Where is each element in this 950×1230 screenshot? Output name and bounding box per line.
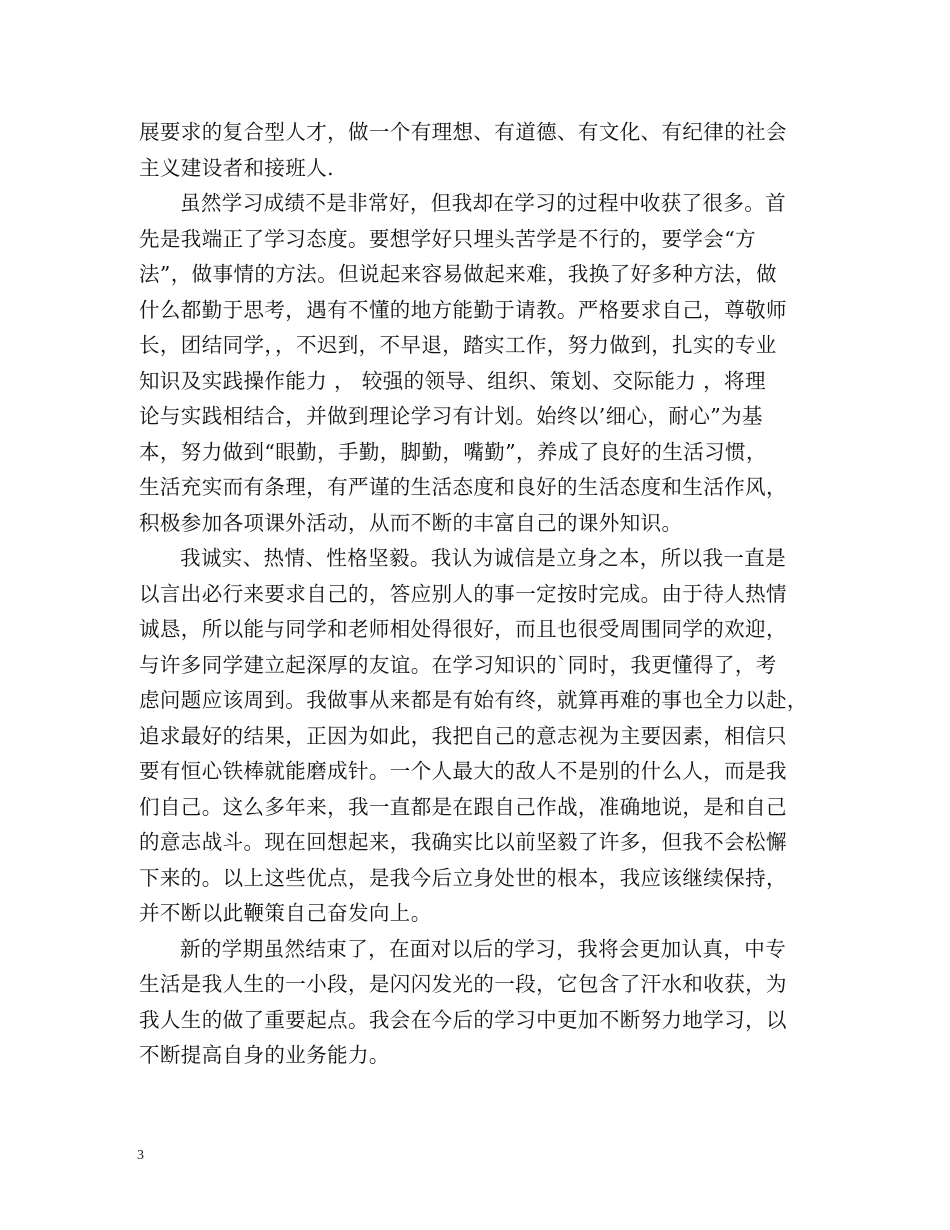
text-line: 什么都勤于思考，遇有不懂的地方能勤于请教。严格要求自己，尊敬师 — [139, 297, 787, 322]
text-line: 主义建设者和接班人. — [139, 155, 335, 180]
text-line: 先是我端正了学习态度。要想学好只埋头苦学是不行的，要学会“方 — [139, 226, 756, 251]
text-line: 新的学期虽然结束了，在面对以后的学习，我将会更加认真，中专 — [180, 936, 787, 961]
text-line: 以言出必行来要求自己的，答应别人的事一定按时完成。由于待人热情 — [139, 581, 787, 606]
page-number: 3 — [137, 1148, 144, 1163]
text-line: 们自己。这么多年来，我一直都是在跟自己作战，准确地说，是和自己 — [139, 794, 787, 819]
text-line: 下来的。以上这些优点，是我今后立身处世的根本，我应该继续保持， — [139, 865, 787, 890]
text-line: 生活充实而有条理，有严谨的生活态度和良好的生活态度和生活作风， — [139, 475, 787, 499]
paragraph-2 — [139, 186, 839, 541]
text-line: 的意志战斗。现在回想起来，我确实比以前坚毅了许多，但我不会松懈 — [139, 830, 787, 854]
text-line: 论与实践相结合，并做到理论学习有计划。始终以’细心，耐心”为基 — [139, 404, 763, 428]
text-line: 与许多同学建立起深厚的友谊。在学习知识的`同时，我更懂得了，考 — [139, 652, 777, 677]
document-body — [139, 115, 839, 1074]
text-line: 我人生的做了重要起点。我会在今后的学习中更加不断努力地学习，以 — [139, 1007, 787, 1032]
paragraph-1 — [139, 115, 839, 186]
text-line: 法”，做事情的方法。但说起来容易做起来难，我换了好多种方法，做 — [139, 262, 777, 286]
text-line: 积极参加各项课外活动，从而不断的丰富自己的课外知识。 — [139, 510, 683, 535]
text-line: 知识及实践操作能力 ， 较强的领导、组织、策划、交际能力 ，将理 — [139, 368, 766, 393]
text-line: 不断提高自身的业务能力。 — [139, 1043, 390, 1067]
text-line: 虽然学习成绩不是非常好，但我却在学习的过程中收获了很多。首 — [180, 191, 787, 215]
text-line: 追求最好的结果，正因为如此，我把自己的意志视为主要因素，相信只 — [139, 723, 787, 748]
text-line: 长，团结同学，，不迟到，不早退，踏实工作，努力做到，扎实的专业 — [139, 333, 777, 357]
text-line: 展要求的复合型人才，做一个有理想、有道德、有文化、有纪律的社会 — [139, 120, 787, 144]
text-line: 要有恒心铁棒就能磨成针。一个人最大的敌人不是别的什么人，而是我 — [139, 759, 787, 783]
paragraph-4 — [139, 932, 839, 1074]
paragraph-3 — [139, 541, 839, 932]
text-line: 虑问题应该周到。我做事从来都是有始有终，就算再难的事也全力以赴， — [139, 688, 808, 712]
text-line: 生活是我人生的一小段，是闪闪发光的一段，它包含了汗水和收获，为 — [139, 972, 787, 996]
text-line: 本，努力做到“眼勤，手勤，脚勤，嘴勤”，养成了良好的生活习惯， — [139, 439, 767, 464]
text-line: 我诚实、热情、性格坚毅。我认为诚信是立身之本，所以我一直是 — [180, 546, 787, 570]
text-line: 并不断以此鞭策自己奋发向上。 — [139, 901, 432, 925]
text-line: 诚恳，所以能与同学和老师相处得很好，而且也很受周围同学的欢迎， — [139, 617, 787, 641]
